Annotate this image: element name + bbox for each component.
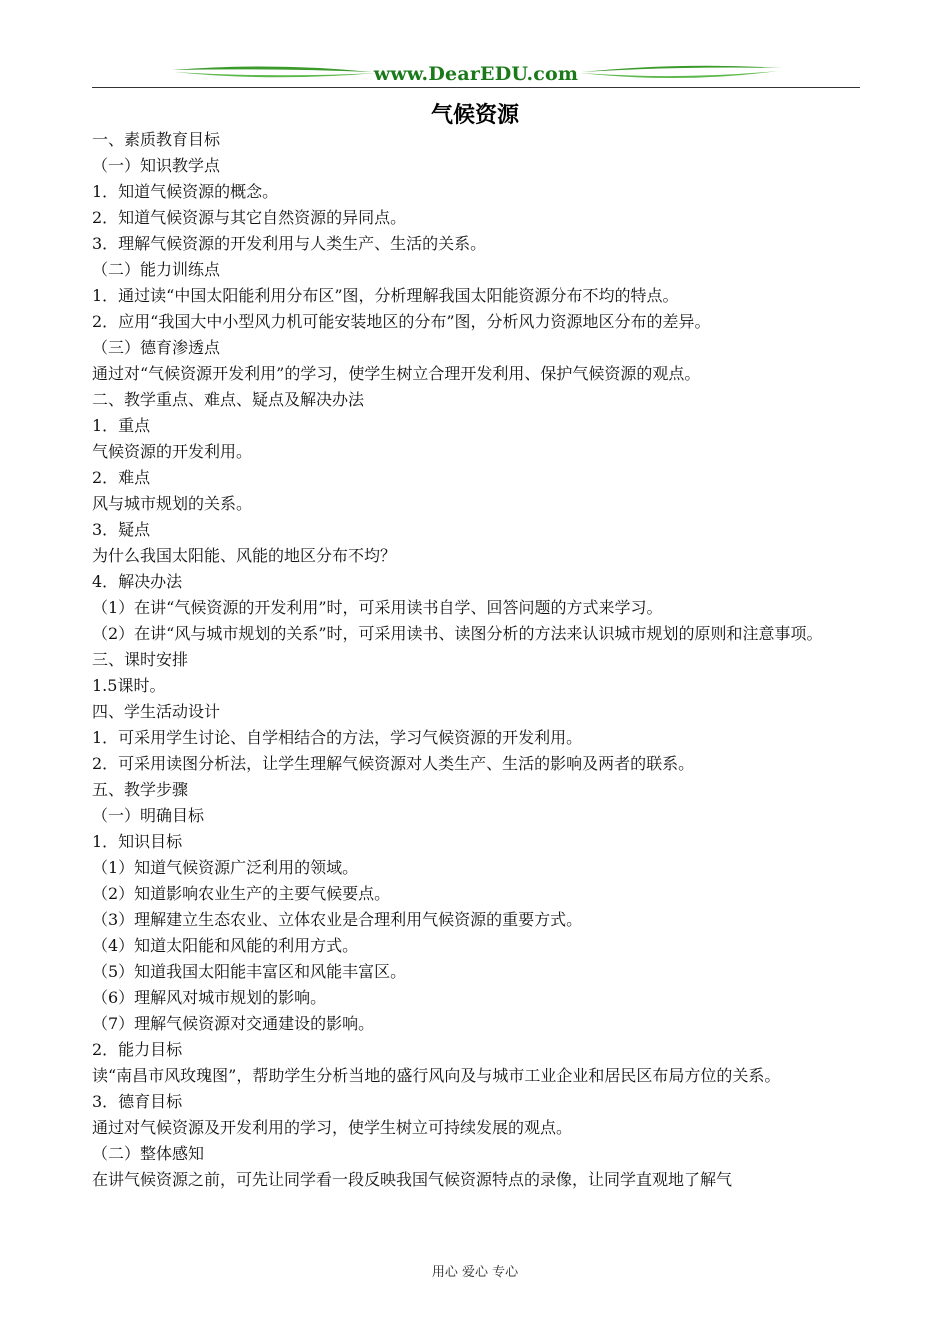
text-line: 三、课时安排 [92, 650, 189, 669]
text-line: 一、素质教育目标 [92, 130, 221, 149]
text-line: （二）能力训练点 [92, 260, 221, 279]
text-line: （2）在讲“风与城市规划的关系”时，可采用读书、读图分析的方法来认识城市规划的原则和注意事项。 [92, 624, 823, 643]
text-line: 风与城市规划的关系。 [92, 494, 253, 513]
text-line: （1）在讲“气候资源的开发利用”时，可采用读书自学、回答问题的方式来学习。 [92, 598, 663, 617]
document-body [92, 127, 864, 1193]
text-line: 1．重点 [92, 416, 151, 435]
text-line: （三）德育渗透点 [92, 338, 221, 357]
text-line: 3．疑点 [92, 520, 151, 539]
text-line: 2．难点 [92, 468, 151, 487]
text-line: 2．知道气候资源与其它自然资源的异同点。 [92, 208, 407, 227]
text-line: 1.5课时。 [92, 676, 166, 695]
site-header [92, 60, 860, 90]
text-line: （5）知道我国太阳能丰富区和风能丰富区。 [92, 962, 407, 981]
text-line: 为什么我国太阳能、风能的地区分布不均？ [92, 546, 397, 565]
text-line: （3）理解建立生态农业、立体农业是合理利用气候资源的重要方式。 [92, 910, 583, 929]
text-line: 1．通过读“中国太阳能利用分布区”图，分析理解我国太阳能资源分布不均的特点。 [92, 286, 679, 305]
site-logo-text: www.DearEDU.com [373, 63, 579, 85]
page-footer: 用心 爱心 专心 [431, 1265, 519, 1280]
text-line: 4．解决办法 [92, 572, 183, 591]
text-line: 2．可采用读图分析法，让学生理解气候资源对人类生产、生活的影响及两者的联系。 [92, 754, 695, 773]
text-line: （一）知识教学点 [92, 156, 221, 175]
page-title: 气候资源 [430, 103, 519, 128]
text-line: 1．知道气候资源的概念。 [92, 182, 279, 201]
text-line: 2．能力目标 [92, 1040, 183, 1059]
text-line: 读“南昌市风玫瑰图”，帮助学生分析当地的盛行风向及与城市工业企业和居民区布局方位的关系。 [92, 1066, 781, 1085]
text-line: （2）知道影响农业生产的主要气候要点。 [92, 884, 391, 903]
text-line: （6）理解风对城市规划的影响。 [92, 988, 327, 1007]
text-line: 2．应用“我国大中小型风力机可能安装地区的分布”图，分析风力资源地区分布的差异。 [92, 312, 711, 331]
text-line: 五、教学步骤 [92, 780, 189, 799]
text-line: 1．知识目标 [92, 832, 183, 851]
text-line: 通过对气候资源及开发利用的学习，使学生树立可持续发展的观点。 [92, 1118, 573, 1137]
text-line: 在讲气候资源之前，可先让同学看一段反映我国气候资源特点的录像，让同学直观地了解气 [92, 1170, 733, 1189]
text-line: （1）知道气候资源广泛利用的领域。 [92, 858, 359, 877]
text-line: 四、学生活动设计 [92, 702, 221, 721]
text-line: 二、教学重点、难点、疑点及解决办法 [92, 390, 365, 409]
text-line: （4）知道太阳能和风能的利用方式。 [92, 936, 359, 955]
header-rule [92, 87, 860, 88]
text-line: 1．可采用学生讨论、自学相结合的方法，学习气候资源的开发利用。 [92, 728, 583, 747]
text-line: （7）理解气候资源对交通建设的影响。 [92, 1014, 375, 1033]
text-line: （一）明确目标 [92, 806, 205, 825]
text-line: （二）整体感知 [92, 1144, 205, 1163]
text-line: 通过对“气候资源开发利用”的学习，使学生树立合理开发利用、保护气候资源的观点。 [92, 364, 701, 383]
text-line: 3．理解气候资源的开发利用与人类生产、生活的关系。 [92, 234, 487, 253]
text-line: 3．德育目标 [92, 1092, 183, 1111]
text-line: 气候资源的开发利用。 [92, 442, 253, 461]
